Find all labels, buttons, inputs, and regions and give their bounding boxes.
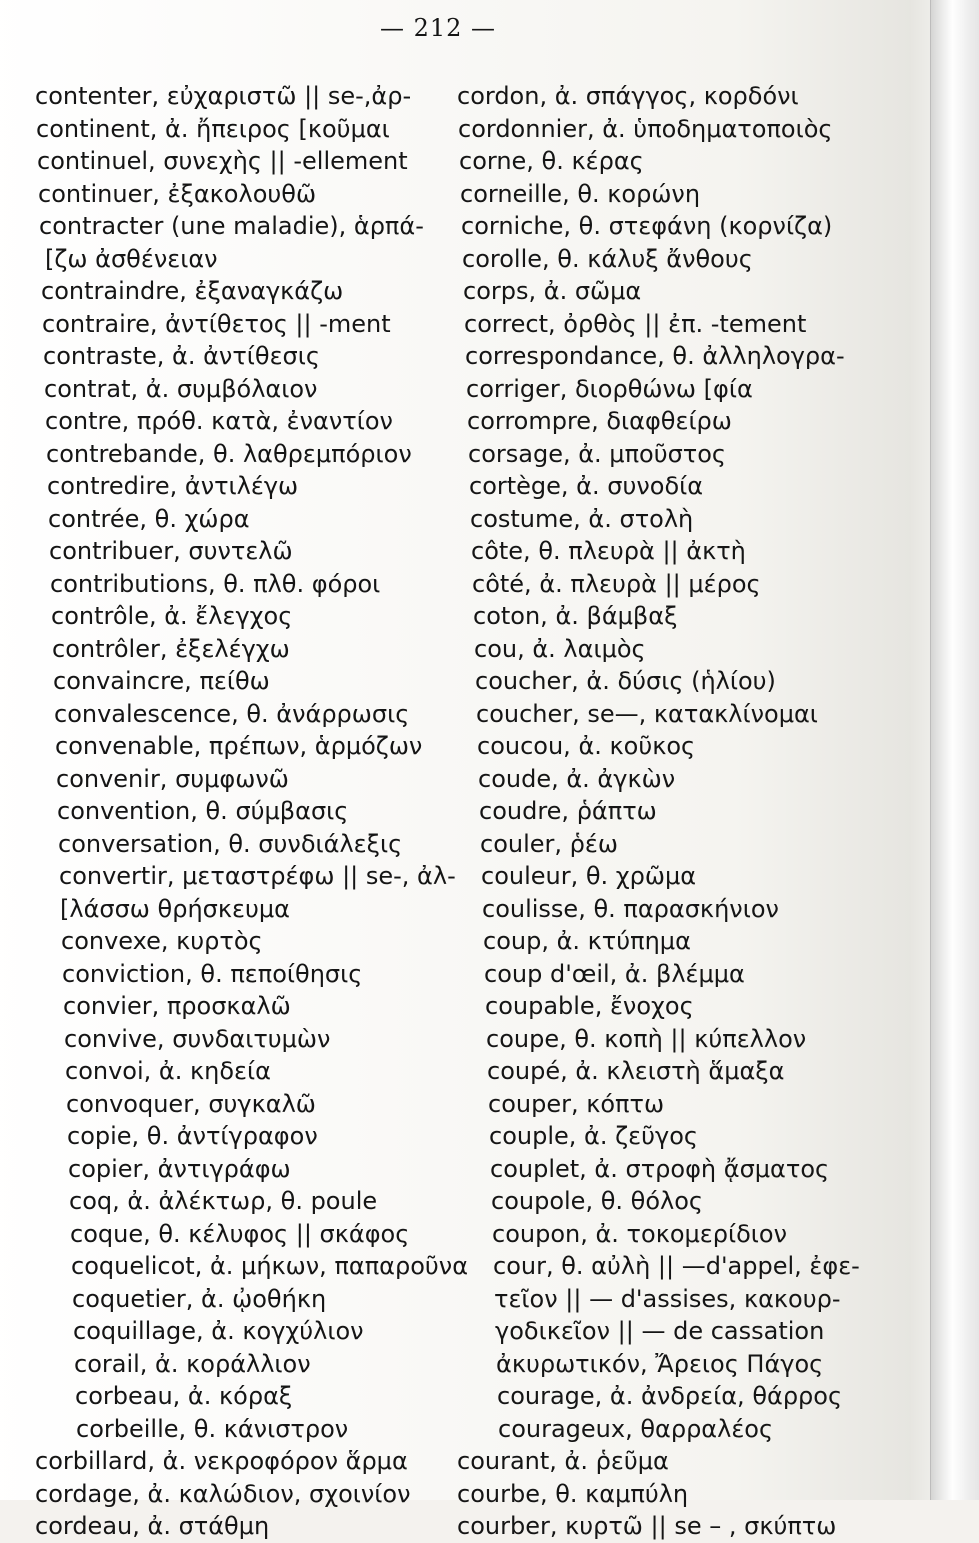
- dictionary-entry: contrôle, ἀ. ἔλεγχος: [51, 602, 293, 630]
- dictionary-entry: corriger, διορθώνω [φία: [466, 374, 753, 403]
- dictionary-entry: cou, ἀ. λαιμὸς: [474, 634, 646, 663]
- dictionary-entry: cortège, ἀ. συνοδία: [469, 472, 704, 500]
- dictionary-entry: convier, προσκαλῶ: [63, 992, 291, 1020]
- page-edge: [930, 0, 979, 1500]
- dictionary-entry: contredire, ἀντιλέγω: [47, 472, 299, 500]
- dictionary-entry: cordage, ἀ. καλώδιον, σχοινίον: [35, 1479, 411, 1508]
- dictionary-entry: convenable, πρέπων, ἁρμόζων: [55, 732, 423, 760]
- dictionary-entry: contraindre, ἐξαναγκάζω: [41, 277, 344, 305]
- dictionary-entry: costume, ἀ. στολὴ: [470, 504, 694, 533]
- dictionary-entry: coucher, ἀ. δύσις (ἡλίου): [475, 667, 776, 695]
- dictionary-entry: coucou, ἀ. κοῦκος: [477, 732, 696, 760]
- dictionary-entry: coup, ἀ. κτύπημα: [483, 927, 691, 955]
- dictionary-entry: corolle, θ. κάλυξ ἄνθους: [462, 244, 753, 273]
- dictionary-entry: corsage, ἀ. μποῦστος: [468, 439, 727, 468]
- dictionary-entry: coupable, ἔνοχος: [485, 992, 694, 1020]
- dictionary-entry: contrebande, θ. λαθρεμπόριον: [46, 439, 412, 468]
- dictionary-entry: coq, ἀ. ἀλέκτωρ, θ. poule: [69, 1187, 378, 1215]
- dictionary-entry: coudre, ῥάπτω: [479, 797, 657, 825]
- dictionary-entry: couple, ἀ. ζεῦγος: [489, 1122, 698, 1150]
- dictionary-entry: γοδικεῖον || — de cassation: [495, 1317, 825, 1345]
- dictionary-entry: coque, θ. κέλυφος || σκάφος: [70, 1219, 410, 1248]
- dictionary-entry: convive, συνδαιτυμὼν: [64, 1024, 331, 1053]
- page-number: — 212 —: [379, 14, 497, 42]
- dictionary-entry: coup d'œil, ἀ. βλέμμα: [484, 959, 745, 988]
- dictionary-entry: couler, ῥέω: [480, 829, 618, 858]
- dictionary-entry: cordeau, ἀ. στάθμη: [35, 1512, 270, 1540]
- dictionary-entry: coquillage, ἀ. κογχύλιον: [73, 1317, 364, 1345]
- dictionary-entry: coquelicot, ἀ. μήκων, παπαροῦνα: [71, 1252, 469, 1280]
- dictionary-entry: contrée, θ. χώρα: [48, 504, 250, 533]
- dictionary-entry: convoquer, συγκαλῶ: [66, 1089, 316, 1118]
- dictionary-entry: côte, θ. πλευρὰ || ἀκτὴ: [471, 537, 746, 565]
- dictionary-entry: contrôler, ἐξελέγχω: [52, 634, 290, 663]
- dictionary-entry: courant, ἀ. ῥεῦμα: [457, 1447, 669, 1475]
- dictionary-entry: cordonnier, ἀ. ὑποδηματοποιὸς: [458, 114, 833, 143]
- dictionary-entry: corne, θ. κέρας: [459, 147, 644, 175]
- dictionary-entry: continuel, συνεχὴς || -ellement: [37, 147, 408, 175]
- dictionary-entry: corniche, θ. στεφάνη (κορνίζα): [461, 212, 833, 240]
- dictionary-entry: coton, ἀ. βάμβαξ: [473, 602, 678, 630]
- dictionary-entry: côté, ἀ. πλευρὰ || μέρος: [472, 569, 761, 598]
- dictionary-entry: conversation, θ. συνδιάλεξις: [58, 829, 403, 858]
- dictionary-entry: conviction, θ. πεποίθησις: [62, 959, 363, 988]
- dictionary-entry: contrat, ἀ. συμβόλαιον: [44, 374, 318, 403]
- right-column: [457, 80, 897, 1543]
- dictionary-entry: ἀκυρωτικόν, Ἄρειος Πάγος: [496, 1349, 824, 1378]
- dictionary-entry: continent, ἀ. ἤπειρος [κοῦμαι: [36, 114, 390, 143]
- dictionary-entry: coquetier, ἀ. ᾠοθήκη: [72, 1284, 327, 1313]
- dictionary-entry: couplet, ἀ. στροφὴ ᾄσματος: [490, 1154, 830, 1183]
- dictionary-entry: corneille, θ. κορώνη: [460, 179, 701, 208]
- dictionary-entry: corbeille, θ. κάνιστρον: [76, 1414, 349, 1443]
- dictionary-entry: correspondance, θ. ἀλληλογρα-: [465, 342, 845, 370]
- left-column: [35, 80, 469, 1543]
- dictionary-entry: contre, πρόθ. κατὰ, ἐναντίον: [45, 407, 393, 435]
- dictionary-entry: τεῖον || — d'assises, κακουρ-: [494, 1284, 841, 1313]
- dictionary-entry: couper, κόπτω: [488, 1089, 665, 1118]
- dictionary-entry: corps, ἀ. σῶμα: [463, 277, 642, 305]
- dictionary-entry: contribuer, συντελῶ: [49, 537, 293, 565]
- dictionary-entry: coude, ἀ. ἀγκὼν: [478, 764, 676, 793]
- dictionary-entry: corail, ἀ. κοράλλιον: [74, 1349, 311, 1378]
- dictionary-entry: couleur, θ. χρῶμα: [481, 862, 697, 890]
- dictionary-entry: contraste, ἀ. ἀντίθεσις: [43, 342, 320, 370]
- dictionary-entry: corrompre, διαφθείρω: [467, 407, 732, 435]
- dictionary-entry: contributions, θ. πλθ. φόροι: [50, 569, 381, 598]
- dictionary-entry: convalescence, θ. ἀνάρρωσις: [54, 699, 410, 728]
- dictionary-entry: courbe, θ. καμπύλη: [457, 1479, 689, 1508]
- dictionary-entry: cour, θ. αὐλὴ || —d'appel, ἐφε-: [493, 1252, 860, 1280]
- dictionary-entry: continuer, ἐξακολουθῶ: [38, 179, 317, 208]
- dictionary-entry: correct, ὀρθὸς || ἐπ. -tement: [464, 309, 807, 338]
- dictionary-entry: convenir, συμφωνῶ: [56, 764, 289, 793]
- dictionary-entry: coupon, ἀ. τοκομερίδιον: [492, 1219, 788, 1248]
- dictionary-entry: courage, ἀ. ἀνδρεία, θάρρος: [497, 1382, 843, 1410]
- dictionary-entry: contraire, ἀντίθετος || -ment: [42, 309, 391, 338]
- dictionary-entry: copier, ἀντιγράφω: [68, 1154, 291, 1183]
- dictionary-entry: [λάσσω θρήσκευμα: [60, 894, 290, 923]
- dictionary-entry: coucher, se—, κατακλίνομαι: [476, 699, 818, 728]
- dictionary-entry: coupe, θ. κοπὴ || κύπελλον: [486, 1024, 807, 1053]
- dictionary-entry: contenter, εὐχαριστῶ || se-,ἀρ-: [35, 82, 412, 110]
- dictionary-entry: convertir, μεταστρέφω || se-, ἀλ-: [59, 862, 456, 890]
- dictionary-entry: courageux, θαρραλέος: [498, 1414, 774, 1443]
- dictionary-entry: coulisse, θ. παρασκήνιον: [482, 894, 779, 923]
- dictionary-entry: contracter (une maladie), ἁρπά-: [39, 212, 424, 240]
- dictionary-entry: coupole, θ. θόλος: [491, 1187, 703, 1215]
- dictionary-entry: coupé, ἀ. κλειστὴ ἅμαξα: [487, 1057, 785, 1085]
- dictionary-entry: convention, θ. σύμβασις: [57, 797, 349, 825]
- dictionary-entry: copie, θ. ἀντίγραφον: [67, 1122, 318, 1150]
- dictionary-entry: courber, κυρτῶ || se – , σκύπτω: [457, 1512, 837, 1540]
- dictionary-entry: convaincre, πείθω: [53, 667, 270, 695]
- dictionary-entry: corbeau, ἀ. κόραξ: [75, 1382, 293, 1410]
- dictionary-entry: convexe, κυρτὸς: [61, 927, 263, 955]
- dictionary-entry: [ζω ἀσθένειαν: [45, 244, 218, 273]
- dictionary-entry: corbillard, ἀ. νεκροφόρον ἅρμα: [35, 1447, 408, 1475]
- dictionary-entry: cordon, ἀ. σπάγγος, κορδόνι: [457, 82, 799, 110]
- dictionary-entry: convoi, ἀ. κηδεία: [65, 1057, 271, 1085]
